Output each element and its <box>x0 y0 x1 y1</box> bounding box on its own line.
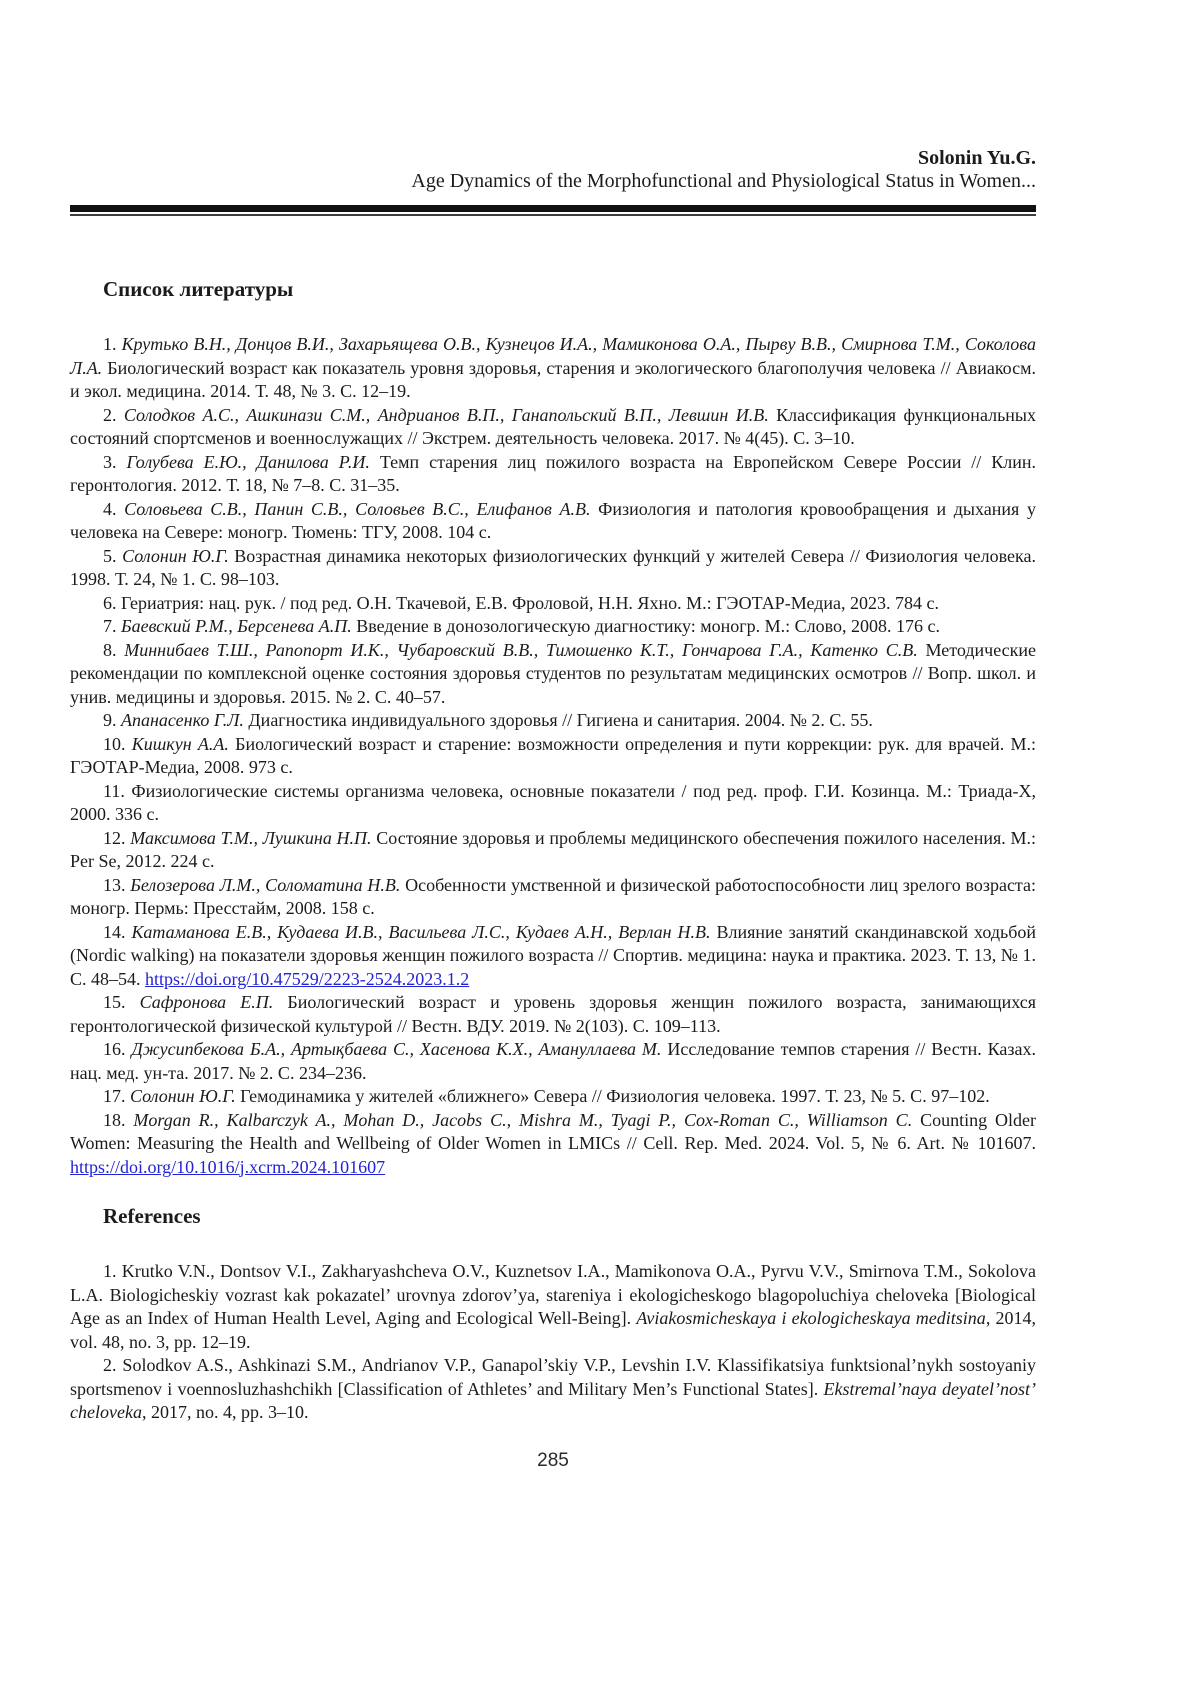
reference-text: 4. <box>103 498 125 519</box>
reference-item <box>70 498 1036 545</box>
reference-text: Диагностика индивидуального здоровья // Гигиена и санитария. 2004. № 2. С. 55. <box>243 710 873 730</box>
reference-item <box>70 921 1036 992</box>
reference-text: 10. <box>103 733 132 754</box>
page-number: 285 <box>537 1450 569 1471</box>
reference-text: , 2014, vol. 48, no. 3, pp. 12–19. <box>70 1308 1037 1352</box>
reference-text: 16. <box>103 1039 132 1059</box>
reference-authors: Катаманова Е.В., Кудаева И.В., Васильева Л.С., Кудаев А.Н., Верлан Н.В. <box>131 921 711 942</box>
section-heading: References <box>103 1204 201 1228</box>
reference-authors: Голубева Е.Ю., Данилова Р.И. <box>126 451 370 472</box>
reference-authors: Миннибаев Т.Ш., Рапопорт И.К., Чубаровский В.В., Тимошенко К.Т., Гончарова Г.А., Катенко С.В. <box>124 639 918 660</box>
reference-text: Темп старения лиц пожилого возраста на Европейском Севере России // Клин. геронтология. 2012. Т. 18, № 7–8. С. 31–35. <box>70 451 1037 495</box>
running-head-author: Solonin Yu.G. <box>917 147 1036 169</box>
reference-text: 8. <box>103 639 125 660</box>
section-heading: Список литературы <box>103 277 294 301</box>
running-head-title: Age Dynamics of the Morphofunctional and Physiological Status in Women... <box>411 170 1036 192</box>
reference-text: 11. Физиологические системы организма человека, основные показатели / под ред. проф. Г.И. Козинца. М.: Триада-Х, 2000. 336 с. <box>70 780 1036 824</box>
reference-text: 2. Solodkov A.S., Ashkinazi S.M., Andrianov V.P., Ganapol’skiy V.P., Levshin I.V. Klassifikatsiya funktsional’nykh sostoyaniy sportsmenov i voennosluzhashchikh [Classification of Athletes’ and Military Men’s Functional States]. <box>70 1355 1036 1399</box>
reference-text: 12. <box>103 827 131 848</box>
doi-link[interactable]: https://doi.org/10.1016/j.xcrm.2024.101607 <box>70 1156 386 1177</box>
header-rule-thin-line <box>70 214 1036 216</box>
reference-text: 3. <box>103 451 127 472</box>
reference-item <box>70 404 1036 451</box>
reference-authors: Апанасенко Г.Л. <box>121 710 244 730</box>
reference-item <box>70 1038 1036 1085</box>
running-head <box>70 147 1036 193</box>
reference-text: Введение в донозологическую диагностику: моногр. М.: Слово, 2008. 176 с. <box>351 616 941 636</box>
reference-text: 7. <box>103 616 121 636</box>
reference-text: Биологический возраст и уровень здоровья женщин пожилого возраста, занимающихся геронтологической физической культурой // Вестн. ВДУ. 2019. № 2(103). С. 109–113. <box>70 992 1037 1036</box>
reference-authors: Morgan R., Kalbarczyk A., Mohan D., Jacobs C., Mishra M., Tyagi P., Cox-Roman C., Williamson C. <box>133 1109 913 1130</box>
reference-text: Влияние занятий скандинавской ходьбой (Nordic walking) на показатели здоровья женщин пожилого возраста // Спортив. медицина: наука и практика. 2023. Т. 13, № 1. С. 48–54. <box>70 921 1037 989</box>
reference-item <box>70 709 1036 733</box>
reference-text: 17. <box>103 1086 130 1106</box>
reference-authors: Солонин Ю.Г. <box>130 1086 236 1106</box>
reference-item <box>70 1260 1036 1354</box>
reference-authors: Соловьева С.В., Панин С.В., Соловьев В.С., Елифанов А.В. <box>124 498 591 519</box>
reference-item <box>70 333 1036 404</box>
header-rule <box>70 205 1036 216</box>
reference-text: , 2017, no. 4, pp. 3–10. <box>141 1402 309 1422</box>
reference-text: Особенности умственной и физической работоспособности лиц зрелого возраста: моногр. Пермь: Пресстайм, 2008. 158 с. <box>70 874 1037 918</box>
reference-authors: Максимова Т.М., Лушкина Н.П. <box>130 827 372 848</box>
reference-text: Возрастная динамика некоторых физиологических функций у жителей Севера // Физиология человека. 1998. Т. 24, № 1. С. 98–103. <box>70 545 1036 589</box>
reference-text: Методические рекомендации по комплексной оценке состояния здоровья студентов по результатам медицинских осмотров // Вопр. школ. и унив. медицины и здоровья. 2015. № 2. С. 40–57. <box>70 639 1036 707</box>
reference-authors: Белозерова Л.М., Соломатина Н.В. <box>130 874 401 895</box>
reference-item <box>70 733 1036 780</box>
reference-item <box>70 615 1036 639</box>
reference-text: 18. <box>103 1109 134 1130</box>
reference-authors: Aviakosmicheskaya i ekologicheskaya meditsina <box>636 1308 986 1328</box>
reference-text: 15. <box>103 992 140 1012</box>
reference-text: 1. <box>103 334 122 354</box>
reference-item <box>70 827 1036 874</box>
reference-text: 1. Krutko V.N., Dontsov V.I., Zakharyashcheva O.V., Kuznetsov I.A., Mamikonova O.A., Pyrvu V.V., Smirnova T.M., Sokolova L.A. Biologicheskiy vozrast kak pokazatel’ urovnya zdorov’ya, stareniya i ekologicheskogo blagopoluchiya cheloveka [Biological Age as an Index of Human Health Level, Aging and Ecological Well-Being]. <box>70 1261 1036 1328</box>
reference-text: 13. <box>103 874 131 895</box>
reference-text: 14. <box>103 921 132 942</box>
reference-authors: Солонин Ю.Г. <box>122 545 229 566</box>
section-english-references <box>70 1205 1036 1425</box>
reference-text: Гемодинамика у жителей «ближнего» Севера // Физиология человека. 1997. Т. 23, № 5. С. 97–102. <box>235 1086 990 1106</box>
reference-item <box>70 1085 1036 1109</box>
reference-text: Физиология и патология кровообращения и дыхания у человека на Севере: моногр. Тюмень: ТГУ, 2008. 104 с. <box>70 498 1036 542</box>
reference-item <box>70 780 1036 827</box>
reference-item <box>70 545 1036 592</box>
reference-authors: Джусипбекова Б.А., Артықбаева С., Хасенова К.Х., Амануллаева М. <box>131 1039 662 1059</box>
reference-item <box>70 1354 1036 1425</box>
reference-text: 6. Гериатрия: нац. рук. / под ред. О.Н. Ткачевой, Е.В. Фроловой, Н.Н. Яхно. М.: ГЭОТАР-Медиа, 2023. 784 с. <box>103 592 939 613</box>
reference-authors: Ekstremal’naya deyatel’nost’ cheloveka <box>70 1378 1036 1422</box>
section-russian-references <box>70 278 1036 1179</box>
reference-text: Исследование темпов старения // Вестн. Казах. нац. мед. ун-та. 2017. № 2. С. 234–236. <box>70 1039 1036 1083</box>
header-rule-thick-line <box>70 205 1036 212</box>
reference-authors: Крутько В.Н., Донцов В.И., Захарьящева О.В., Кузнецов И.А., Мамиконова О.А., Пырву В.В., Смирнова Т.М., Соколова Л.А. <box>70 334 1036 378</box>
reference-sections <box>70 278 1036 1425</box>
reference-item <box>70 1109 1036 1180</box>
page-content <box>70 147 1036 1425</box>
reference-text: 5. <box>103 545 123 566</box>
reference-text: Биологический возраст и старение: возможности определения и пути коррекции: рук. для врачей. М.: ГЭОТАР-Медиа, 2008. 973 с. <box>70 733 1037 777</box>
reference-item <box>70 639 1036 710</box>
reference-text: 9. <box>103 710 121 730</box>
reference-authors: Баевский Р.М., Берсенева А.П. <box>121 616 352 636</box>
reference-item <box>70 451 1036 498</box>
reference-text: Состояние здоровья и проблемы медицинского обеспечения пожилого населения. М.: Per Se, 2012. 224 с. <box>70 827 1036 871</box>
reference-text: 2. <box>103 404 124 425</box>
reference-text: Классификация функциональных состояний спортсменов и военнослужащих // Экстрем. деятельность человека. 2017. № 4(45). С. 3–10. <box>70 404 1037 448</box>
reference-authors: Сафронова Е.П. <box>139 992 274 1012</box>
reference-text: Counting Older Women: Measuring the Health and Wellbeing of Older Women in LMICs // Cell. Rep. Med. 2024. Vol. 5, № 6. Art. № 101607. <box>70 1109 1037 1153</box>
reference-authors: Солодков А.С., Ашкинази С.М., Андрианов В.П., Ганапольский В.П., Левшин И.В. <box>123 404 769 425</box>
doi-link[interactable]: https://doi.org/10.47529/2223-2524.2023.1.2 <box>145 968 470 989</box>
reference-item <box>70 592 1036 616</box>
reference-authors: Кишкун А.А. <box>131 733 229 754</box>
reference-text: Биологический возраст как показатель уровня здоровья, старения и экологического благополучия человека // Авиакосм. и экол. медицина. 2014. Т. 48, № 3. С. 12–19. <box>70 357 1036 401</box>
reference-item <box>70 874 1036 921</box>
reference-item <box>70 991 1036 1038</box>
